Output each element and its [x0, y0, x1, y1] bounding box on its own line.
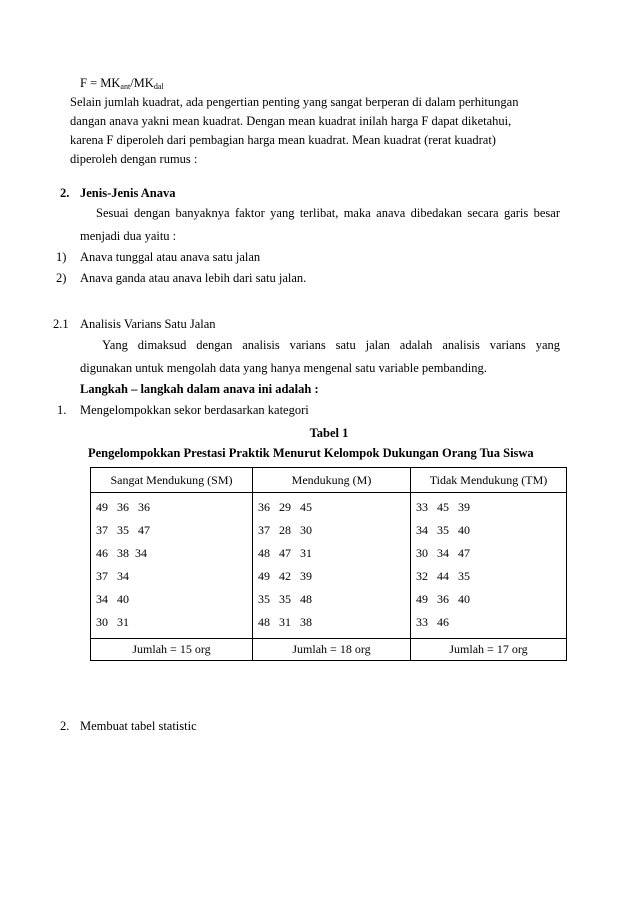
- list-item: Anava ganda atau anava lebih dari satu jalan.: [80, 271, 307, 285]
- table-footer-row: [91, 639, 567, 661]
- intro-line: dangan anava yakni mean kuadrat. Dengan mean kuadrat inilah harga F dapat diketahui,: [70, 114, 512, 128]
- table-cell: 49 42 39: [258, 569, 312, 583]
- section-2-title: Jenis-Jenis Anava: [80, 186, 176, 200]
- table-cell: 33 45 39: [416, 500, 470, 514]
- intro-line: Selain jumlah kuadrat, ada pengertian penting yang sangat berperan di dalam perhitungan: [70, 95, 519, 109]
- intro-line: karena F diperoleh dari pembagian harga mean kuadrat. Mean kuadrat (rerat kuadrat): [70, 133, 496, 147]
- step-2-text: Membuat tabel statistic: [80, 719, 197, 733]
- section-21-para-line1: Yang dimaksud dengan analisis varians satu jalan adalah analisis varians yang: [102, 338, 560, 352]
- table-cell: 46 38 34: [96, 546, 147, 560]
- table-cell: 49 36 36: [96, 500, 150, 514]
- step-2-number: 2.: [60, 719, 70, 733]
- section-21-para-line2: digunakan untuk mengolah data yang hanya mengenal satu variable pembanding.: [80, 361, 487, 375]
- step-1-number: 1.: [57, 403, 67, 417]
- table-cell: 37 34: [96, 569, 129, 583]
- footer-m: Jumlah = 18 org: [253, 639, 411, 661]
- list-item-number: 2): [56, 271, 67, 285]
- intro-paragraph: [70, 93, 518, 169]
- table-cell: 35 35 48: [258, 592, 312, 606]
- column-tm-values: [411, 493, 567, 639]
- table-cell: 49 36 40: [416, 592, 470, 606]
- table-cell: 34 40: [96, 592, 129, 606]
- formula-mid: /MK: [130, 76, 154, 90]
- table-cell: 33 46: [416, 615, 449, 629]
- column-header-tm: Tidak Mendukung (TM): [411, 468, 567, 493]
- table-data-row: [91, 493, 567, 639]
- column-header-m: Mendukung (M): [253, 468, 411, 493]
- column-m-values: [253, 493, 411, 639]
- table-cell: 36 29 45: [258, 500, 312, 514]
- list-item: Anava tunggal atau anava satu jalan: [80, 250, 261, 264]
- section-2-para-line1: Sesuai dengan banyaknya faktor yang terlibat, maka anava dibedakan secara garis besar: [96, 206, 560, 220]
- table-cell: 48 31 38: [258, 615, 312, 629]
- formula-lhs: F = MK: [80, 76, 121, 90]
- footer-sm: Jumlah = 15 org: [91, 639, 253, 661]
- formula-sub-ant: ant: [120, 82, 131, 91]
- table-cell: 32 44 35: [416, 569, 470, 583]
- column-sm-values: [91, 493, 253, 639]
- steps-heading: Langkah – langkah dalam anava ini adalah :: [80, 382, 319, 396]
- section-2-number: 2.: [60, 186, 70, 200]
- column-header-sm: Sangat Mendukung (SM): [91, 468, 253, 493]
- table-cell: 37 28 30: [258, 523, 312, 537]
- table-cell: 48 47 31: [258, 546, 312, 560]
- table-cell: 34 35 40: [416, 523, 470, 537]
- step-1-text: Mengelompokkan sekor berdasarkan kategori: [80, 403, 309, 417]
- data-table: [90, 467, 567, 661]
- table-cell: 30 34 47: [416, 546, 470, 560]
- intro-line: diperoleh dengan rumus :: [70, 152, 198, 166]
- section-21-number: 2.1: [53, 317, 69, 331]
- table-caption: Pengelompokkan Prestasi Praktik Menurut Kelompok Dukungan Orang Tua Siswa: [88, 446, 534, 460]
- table-cell: 37 35 47: [96, 523, 150, 537]
- table-label: Tabel 1: [309, 426, 349, 440]
- list-item-number: 1): [56, 250, 67, 264]
- formula-sub-dal: dal: [153, 82, 164, 91]
- footer-tm: Jumlah = 17 org: [411, 639, 567, 661]
- section-2-para-line2: menjadi dua yaitu :: [80, 229, 177, 243]
- table-header-row: [91, 468, 567, 493]
- table-cell: 30 31: [96, 615, 129, 629]
- section-21-title: Analisis Varians Satu Jalan: [80, 317, 216, 331]
